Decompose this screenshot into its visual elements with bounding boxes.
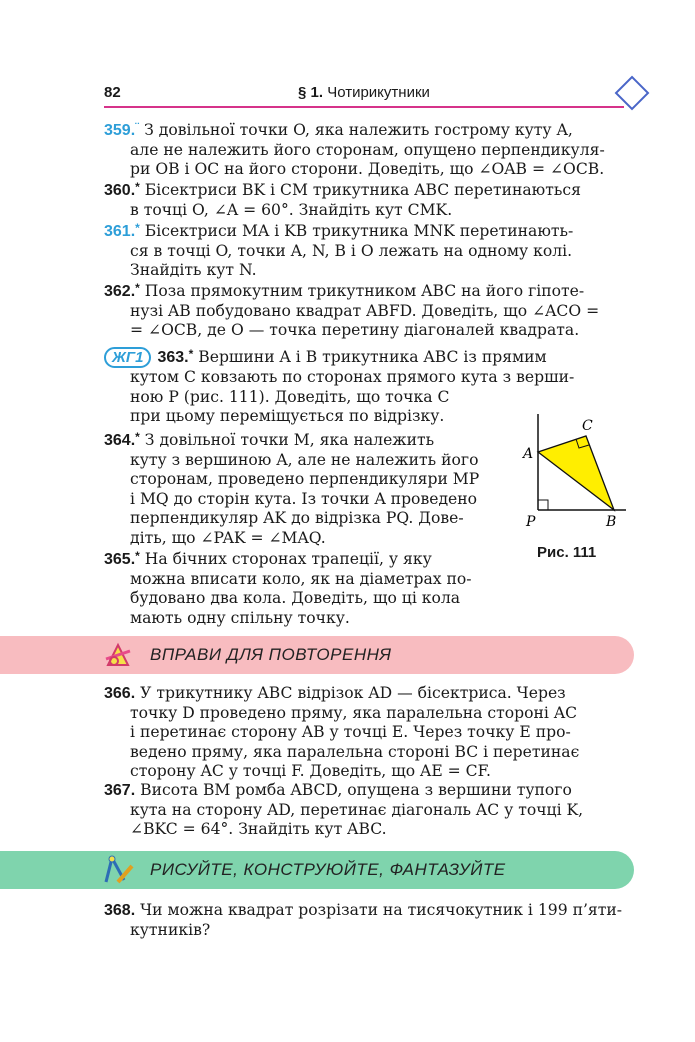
problem-365 — [104, 547, 472, 628]
problem-text: На бічних сторонах трапеції, у яку — [144, 550, 432, 568]
pencil-ruler-icon — [102, 639, 136, 671]
problem-text: перпендикуляр AK до відрізка PQ. Дове- — [130, 509, 464, 527]
problem-number: 362. — [104, 283, 136, 300]
problem-text: = ∠OCB, де O — точка перетину діагоналей квадрата. — [130, 321, 580, 339]
difficulty-mark: * — [135, 281, 140, 295]
page-number: 82 — [104, 84, 121, 101]
problem-text: кутників? — [130, 920, 211, 939]
problem-text: кута на сторону AD, перетинає діагональ AC у точці K, — [130, 800, 584, 819]
problem-text: Поза прямокутним трикутником ABC на його гіпоте- — [144, 282, 585, 300]
problem-text: можна вписати коло, як на діаметрах по- — [130, 569, 472, 588]
problem-number: 361. — [104, 223, 136, 240]
figure-111 — [518, 410, 628, 540]
problem-number: 363. — [157, 349, 189, 366]
problem-362 — [104, 279, 599, 341]
label-a: A — [523, 446, 534, 462]
section-title-review: ВПРАВИ ДЛЯ ПОВТОРЕННЯ — [150, 645, 392, 664]
problem-text: сторонам, проведено перпендикуляри MP — [130, 470, 480, 488]
problem-text: ся в точці O, точки A, N, B і O лежать на одному колі. — [130, 241, 573, 260]
problem-number: 359. — [104, 122, 136, 139]
problem-366 — [104, 684, 579, 782]
problem-text: Бісектриси MA і KB трикутника MNK перетинають- — [144, 222, 574, 240]
problem-number: 365. — [104, 551, 136, 568]
difficulty-mark: * — [135, 180, 140, 194]
problem-text: кутом C ковзають по сторонах прямого кута з верши- — [130, 368, 575, 386]
problem-text: Знайдіть кут N. — [130, 261, 257, 279]
problem-text: ною P (рис. 111). Доведіть, що точка C — [130, 387, 450, 406]
difficulty-mark: * — [135, 430, 140, 444]
problem-text: ри OB і OC на його сторони. Доведіть, що ∠OAB = ∠OCB. — [130, 160, 605, 178]
section-band-review — [0, 636, 634, 674]
problem-text: Вершини A і B трикутника ABC із прямим — [198, 348, 547, 366]
section-title: Чотирикутники — [327, 84, 430, 101]
problem-text: і MQ до сторін кута. Із точки A проведено — [130, 489, 478, 508]
problem-text: нузі AB побудовано квадрат ABFD. Доведіть, що ∠ACO = — [130, 301, 600, 320]
problem-number: 364. — [104, 432, 136, 449]
problem-364 — [104, 428, 479, 548]
problem-360 — [104, 178, 581, 220]
section-title-draw: РИСУЙТЕ, КОНСТРУЮЙТЕ, ФАНТАЗУЙТЕ — [150, 860, 506, 879]
zhg-badge: ЖГ1 — [104, 347, 151, 368]
problem-number: 360. — [104, 182, 136, 199]
diamond-icon — [614, 75, 650, 111]
problem-text: точку D проведено пряму, яка паралельна стороні AC — [130, 703, 578, 722]
problem-361 — [104, 219, 573, 281]
problem-text: але не належить його сторонам, опущено перпендикуля- — [130, 140, 605, 159]
problem-text: в точці O, ∠A = 60°. Знайдіть кут CMK. — [130, 200, 453, 219]
right-angle-p — [538, 500, 548, 510]
difficulty-mark: ¨ — [135, 120, 140, 134]
problem-text: будовано два кола. Доведіть, що ці кола — [130, 589, 461, 607]
problem-text: ведено пряму, яка паралельна стороні BC і перетинає — [130, 742, 580, 761]
difficulty-mark: * — [188, 347, 194, 361]
problem-number: 368. — [104, 902, 136, 919]
problem-359 — [104, 118, 605, 180]
problem-text: Висота BM ромба ABCD, опущена з вершини тупого — [140, 781, 572, 799]
problem-text: У трикутнику ABC відрізок AD — бісектриса. Через — [140, 684, 566, 702]
section-mark: § 1. — [298, 84, 324, 101]
problem-text: мають одну спільну точку. — [130, 608, 350, 627]
section-band-draw — [0, 851, 634, 889]
figure-caption: Рис. 111 — [537, 544, 597, 561]
difficulty-mark: * — [135, 549, 140, 563]
problem-text: З довільної точки O, яка належить гострому куту A, — [144, 121, 573, 139]
header-divider — [104, 106, 624, 108]
problem-number: 366. — [104, 685, 136, 702]
problem-number: 367. — [104, 782, 136, 799]
problem-text: діть, що ∠PAK = ∠MAQ. — [130, 528, 326, 547]
problem-text: і перетинає сторону AB у точці E. Через точку E про- — [130, 723, 571, 741]
problem-text: ∠BKC = 64°. Знайдіть кут ABC. — [130, 820, 387, 838]
problem-text: Бісектриси BK і CM трикутника ABC перетинаються — [144, 181, 581, 199]
label-c: C — [582, 418, 593, 434]
label-b: B — [606, 514, 617, 530]
problem-367 — [104, 781, 583, 840]
label-p: P — [526, 514, 536, 530]
problem-text: сторону AC у точці F. Доведіть, що AE = CF. — [130, 762, 491, 780]
triangle-abc — [538, 436, 614, 510]
problem-text: куту з вершиною A, але не належить його — [130, 450, 479, 469]
problem-text: при цьому переміщується по відрізку. — [130, 407, 445, 425]
problem-text: З довільної точки M, яка належить — [144, 431, 435, 449]
compass-pencil-icon — [102, 854, 136, 886]
problem-368 — [104, 901, 622, 940]
problem-363 — [104, 345, 574, 427]
problem-text: Чи можна квадрат розрізати на тисячокутник і 199 п’яти- — [140, 901, 623, 919]
section-header — [298, 84, 430, 101]
difficulty-mark: * — [135, 221, 140, 235]
